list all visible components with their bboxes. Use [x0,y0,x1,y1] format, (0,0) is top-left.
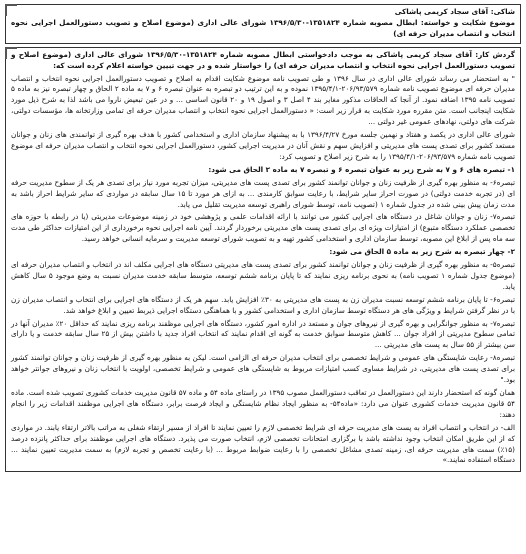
body-paragraph: " به استحضار می رساند شورای عالی اداری در سال ۱۳۹۶ و طی تصویب نامه موضوع شکایت اقدام به اصلاح و تصویب دستورالعمل اجرایی نحوه انتخاب و انتصاب مدیران حرفه ای موضوع تصویب نامه شماره ۲۰۶/۹۳/۵۷۹-۱۳۹۵/۴/۱ نموده و به این ترتیب دو تبصره به عنوان تبصره ۶ و ۷ به ماده ۲ الحاق و چهار تبصره نیز به ماده ۵ تصویب نامه ۱۳۹۵ اضافه نمود. از آنجا که الحاقات مذکور مغایر بند ۴ اصل ۳ و اصول ۱۹ و ۲۰ قانون اساسی ... و در عین تبعیض ناروا می باشد لذا به شرح ذیل مورد شکایت اینجانب است. متن مقرره مورد شکایت به قرار زیر است: « دستورالعمل اجرایی نحوه انتخاب و انتصاب مدیران حرفه ای تمامی وزارتخانه ها، مؤسسات دولتی، شرکت های دولتی، نهادهای عمومی غیر دولتی ... [11,73,515,127]
complainant-label: شاکی: [490,7,515,16]
summary-text: آقای سجاد کریمی پاشاکی به موجب دادخواستی ابطال مصوبه شماره ۱۳۵۱۸۲۴-۱۳۹۶/۵/۳۰ شورای عالی اداری (موضوع اصلاح و تصویب دستورالعمل اجرایی نحوه انتخاب و انتصاب مدیران حرفه ای) را خواستار شده و در جهت تبیین خواسته اعلام کرده است که: [11,49,515,70]
body-paragraph: الف- در انتخاب و انتصاب افراد به پست های مدیریت حرفه ای شرایط تخصصی لازم را تعیین نمایند تا افراد از مسیر ارتقاء شغلی به مراتب بالاتر ارتقاء یابند. در مواردی که از این طریق امکان انتخاب وجود نداشته باشد با برگزاری امتحانات تخصصی لازم، انتخاب صورت می پذیرد. دستگاه های اجرایی موظفند برای حداکثر پانزده درصد (۱۵٪) سمت های مدیریت حرفه ای، زمینه تصدی مشاغل تخصصی را با رعایت ضوابط مربوط ... (با رعایت تخصص و تجربه لازم) به سمت مدیریت تعیین نمایند ... دستگاه استفاده نمایند.» [11,422,515,465]
body-paragraph: ۱- تبصره های ۶ و ۷ به شرح زیر به عنوان تبصره ۶ و تبصره ۷ به ماده ۲ الحاق می شود: [208,164,515,174]
subject-label: موضوع شکایت و خواسته: [420,17,515,27]
complainant-name: آقای سجاد کریمی پاشاکی [394,7,489,16]
body-paragraph: ۲- چهار تبصره به شرح زیر به ماده ۵ الحاق می شود: [329,247,515,257]
subject-text: ابطال مصوبه شماره ۱۳۵۱۸۲۴-۱۳۹۶/۵/۳۰ شورای عالی اداری (موضوع اصلاح و تصویب دستورالعمل اجرایی نحوه انتخاب و انتصاب مدیران حرفه ای) [11,17,515,38]
body-paragraph: تبصره۷- به منظور جوانگرایی و بهره گیری از نیروهای جوان و مستعد در اداره امور کشور، دستگاه های اجرایی موظفند برنامه ریزی نمایند که حداقل ۲۰٪ مدیران آنها در تمامی سطوح مدیریتی از افراد جوان ... کاهش متوسط سوابق خدمت به گونه ای اقدام نمایند که انتخاب افراد جدید با داشتن بیش از ۲۵ سال سابقه خدمت و یا دارای سن بیشتر از ۵۵ سال به پست های مدیریتی ... [11,318,516,350]
body-paragraph: تبصره۶- تا پایان برنامه ششم توسعه نسبت مدیران زن به پست های مدیریتی به ۳۰٪ افزایش یابد. سهم هر یک از دستگاه های اجرایی برای انتخاب و انتصاب مدیران زن با در نظر گرفتن شرایط و ویژگی های هر دستگاه توسط سازمان اداری و استخدامی کشور و با هماهنگی دستگاه اجرایی ذیربط تعیین و ابلاغ خواهد شد. [11,294,516,315]
body-paragraph: تبصره۶- به منظور بهره گیری از ظرفیت زنان و جوانان توانمند کشور برای تصدی پست های مدیریتی، میزان تجربه مورد نیاز برای تصدی هر یک از سطوح مدیریت حرفه ای (در تجربه خدمت دولتی) در صورت احراز سایر شرایط، با رعایت سوابق کارمندی ... به ازای هر مورد تا ۱۵ سال سابقه در مواردی که سایر شرایط احراز باشد به مدت زمان پیش بینی شده در جدول شماره ۱ (تصویب نامه، توسط شورای راهبری توسعه مدیریت تقلیل می یابد. [11,177,515,209]
summary-paragraph [11,50,515,72]
body-paragraph: شورای عالی اداری در یکصد و هفتاد و نهمین جلسه مورخ ۱۳۹۶/۴/۲۷ با به پیشنهاد سازمان اداری و استخدامی کشور با هدف بهره گیری از توانمندی های زنان و جوانان مستعد کشور برای تصدی پست های مدیریتی و افزایش سهم و نقش آنان در مدیریت اجرایی کشور، دستورالعمل اجرایی نحوه انتخاب و انتصاب مدیران حرفه ای موضوع تصویب نامه شماره ۲۰۶/۹۳/۵۷۹-۱۳۹۵/۴/۱ را به شرح زیر اصلاح و تصویب کرد: [11,130,515,161]
body-paragraph: همان گونه که استحضار دارند این دستورالعمل در تعاقب دستورالعمل مصوب ۱۳۹۵ در راستای ماده ۵۴ و ماده ۵۷ قانون مدیریت خدمات کشوری تصویب شده است. ماده ۵۴ قانون مدیریت خدمات کشوری عنوان می دارد: «ماده۵۴- به منظور ایجاد نظام شایستگی و ایجاد فرصت برابر، دستگاه های اجرایی موظفند اقدامات زیر را انجام دهند: [11,388,515,419]
summary-label: گردش کار: [475,49,515,59]
body-paragraph: تبصره۷- زنان و جوانان شاغل در دستگاه های اجرایی کشور می توانند با ارائه اقدامات علمی و پژوهشی خود در زمینه موضوعات مدیریتی (یا در رابطه با حوزه های تخصصی عملکرد دستگاه متبوع) از امتیازات ویژه ای برای تصدی پست های مدیریتی برخوردار گردند. آیین نامه اجرایی نحوه برخورداری از این امتیازات حداکثر طی مدت سه ماه پس از ابلاغ این مصوبه، توسط سازمان اداری و استخدامی کشور تهیه و به تصویب شورای توسعه مدیریت و سرمایه انسانی خواهد رسید. [11,212,515,244]
body-paragraph: تبصره۸- رعایت شایستگی های عمومی و شرایط تخصصی برای انتخاب مدیران حرفه ای الزامی است. لیکن به منظور بهره گیری از ظرفیت زنان و جوانان توانمند کشور برای تصدی پست های مدیریتی، در شرایط مساوی کسب امتیازات مربوط به شایستگی های عمومی و شرایط تخصصی، اولویت با انتخاب زنان و نیروهای جوانتر خواهد بود." [11,353,515,385]
header-box [5,4,521,44]
complainant-line [11,7,515,18]
body-box [5,47,521,473]
body-paragraph: تبصره۵- به منظور بهره گیری از ظرفیت زنان و جوانان توانمند کشور برای تصدی پست های مدیریتی دستگاه های اجرایی مکلف اند در انتخاب و انتصاب مدیران حرفه ای (موضوع جدول شماره ۱ تصویب نامه) به نحوی برنامه ریزی نمایند که تا پایان برنامه ششم توسعه، متوسط سابقه خدمت مدیران نسبت به وضع موجود ۵ سال کاهش یابد. [11,260,515,291]
subject-line [11,18,515,40]
